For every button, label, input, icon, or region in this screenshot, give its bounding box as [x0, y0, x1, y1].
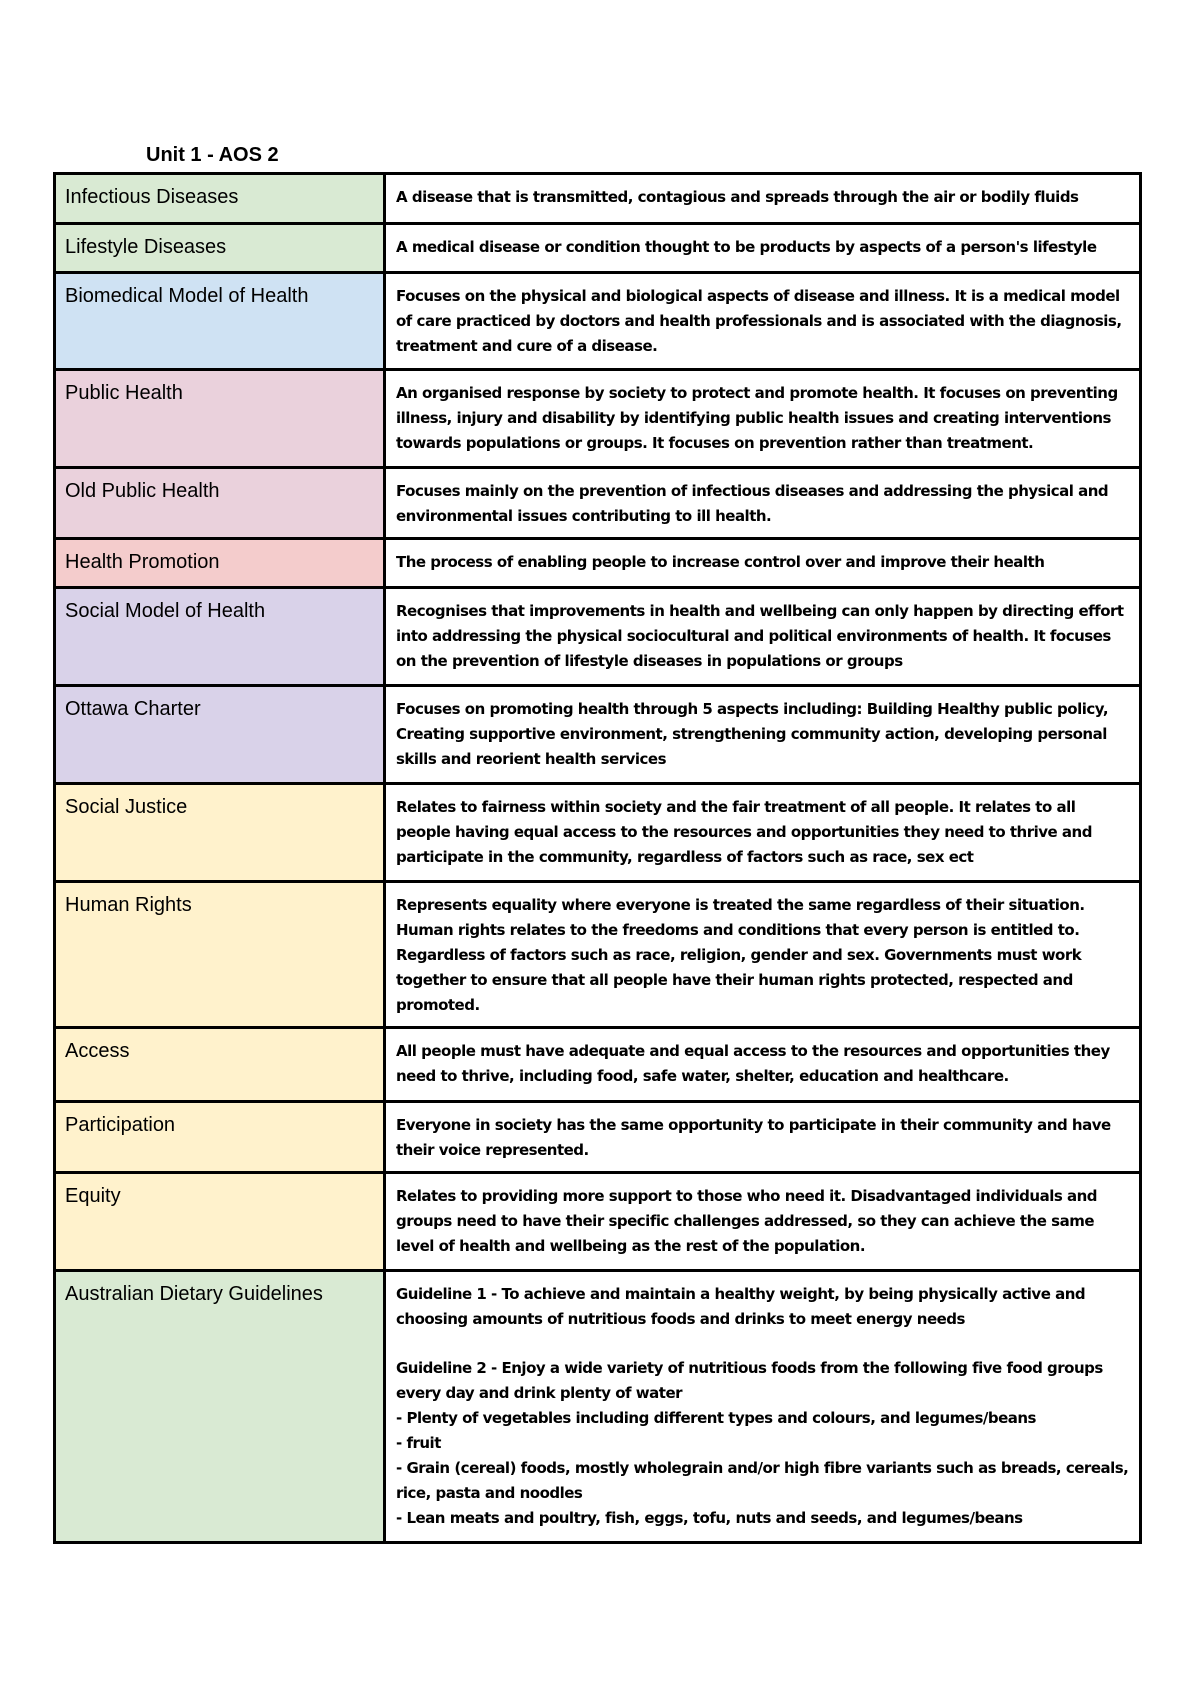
definition-cell: A medical disease or condition thought to be products by aspects of a person's lifestyle: [385, 224, 1141, 273]
table-row: [55, 1028, 1141, 1102]
definition-cell: The process of enabling people to increase control over and improve their health: [385, 539, 1141, 588]
term-cell: Infectious Diseases: [55, 174, 385, 224]
table-row: [55, 784, 1141, 882]
table-row: [55, 588, 1141, 686]
term-cell: Human Rights: [55, 882, 385, 1028]
definition-cell: Recognises that improvements in health and wellbeing can only happen by directing effort into addressing the physical sociocultural and political environments of health. It focuses on the prevention of lifestyle diseases in populations or groups: [385, 588, 1141, 686]
definition-cell: Everyone in society has the same opportunity to participate in their community and have their voice represented.: [385, 1102, 1141, 1173]
list-item: - Plenty of vegetables including different types and colours, and legumes/beans: [396, 1409, 1036, 1427]
table-row: [55, 174, 1141, 224]
definition-cell: Focuses on the physical and biological aspects of disease and illness. It is a medical model of care practiced by doctors and health professionals and is associated with the diagnosis, treatment and cure of a disease.: [385, 273, 1141, 370]
term-cell: Ottawa Charter: [55, 686, 385, 784]
term-cell: Old Public Health: [55, 468, 385, 539]
table-row: [55, 882, 1141, 1028]
term-cell: Social Justice: [55, 784, 385, 882]
term-cell: Biomedical Model of Health: [55, 273, 385, 370]
table-row: [55, 273, 1141, 370]
table-row: [55, 1271, 1141, 1543]
page-title: Unit 1 - AOS 2: [146, 144, 279, 166]
definition-cell: [385, 1271, 1141, 1543]
table-row: [55, 1173, 1141, 1271]
definition-cell: Represents equality where everyone is treated the same regardless of their situation. Human rights relates to the freedoms and conditions that every person is entitled to. Regardless of factors such as race, religion, gender and sex. Governments must work together to ensure that all people have their human rights protected, respected and promoted.: [385, 882, 1141, 1028]
definition-cell: Focuses mainly on the prevention of infectious diseases and addressing the physical and environmental issues contributing to ill health.: [385, 468, 1141, 539]
list-item: - Lean meats and poultry, fish, eggs, tofu, nuts and seeds, and legumes/beans: [396, 1509, 1023, 1527]
term-cell: Social Model of Health: [55, 588, 385, 686]
term-cell: Health Promotion: [55, 539, 385, 588]
table-row: [55, 686, 1141, 784]
definition-cell: All people must have adequate and equal access to the resources and opportunities they need to thrive, including food, safe water, shelter, education and healthcare.: [385, 1028, 1141, 1102]
glossary-table: [53, 172, 1142, 1544]
table-row: [55, 1102, 1141, 1173]
term-cell: Australian Dietary Guidelines: [55, 1271, 385, 1543]
term-cell: Equity: [55, 1173, 385, 1271]
definition-cell: Relates to fairness within society and the fair treatment of all people. It relates to all people having equal access to the resources and opportunities they need to thrive and participate in the community, regardless of factors such as race, sex ect: [385, 784, 1141, 882]
definition-cell: An organised response by society to protect and promote health. It focuses on preventing illness, injury and disability by identifying public health issues and creating interventions towards populations or groups. It focuses on prevention rather than treatment.: [385, 370, 1141, 468]
definition-cell: Focuses on promoting health through 5 aspects including: Building Healthy public policy, Creating supportive environment, strengthening community action, developing personal skills and reorient health services: [385, 686, 1141, 784]
table-row: [55, 468, 1141, 539]
table-row: [55, 224, 1141, 273]
definition-cell: A disease that is transmitted, contagious and spreads through the air or bodily fluids: [385, 174, 1141, 224]
term-cell: Access: [55, 1028, 385, 1102]
term-cell: Public Health: [55, 370, 385, 468]
table-row: [55, 370, 1141, 468]
guideline-1: Guideline 1 - To achieve and maintain a healthy weight, by being physically active and choosing amounts of nutritious foods and drinks to meet energy needs: [396, 1285, 1086, 1328]
term-cell: Participation: [55, 1102, 385, 1173]
term-cell: Lifestyle Diseases: [55, 224, 385, 273]
list-item: - fruit: [396, 1434, 441, 1452]
list-item: - Grain (cereal) foods, mostly wholegrain and/or high fibre variants such as breads, cereals, rice, pasta and noodles: [396, 1459, 1129, 1502]
guideline-2: Guideline 2 - Enjoy a wide variety of nutritious foods from the following five food groups every day and drink plenty of water: [396, 1359, 1103, 1402]
definition-cell: Relates to providing more support to those who need it. Disadvantaged individuals and groups need to have their specific challenges addressed, so they can achieve the same level of health and wellbeing as the rest of the population.: [385, 1173, 1141, 1271]
table-row: [55, 539, 1141, 588]
